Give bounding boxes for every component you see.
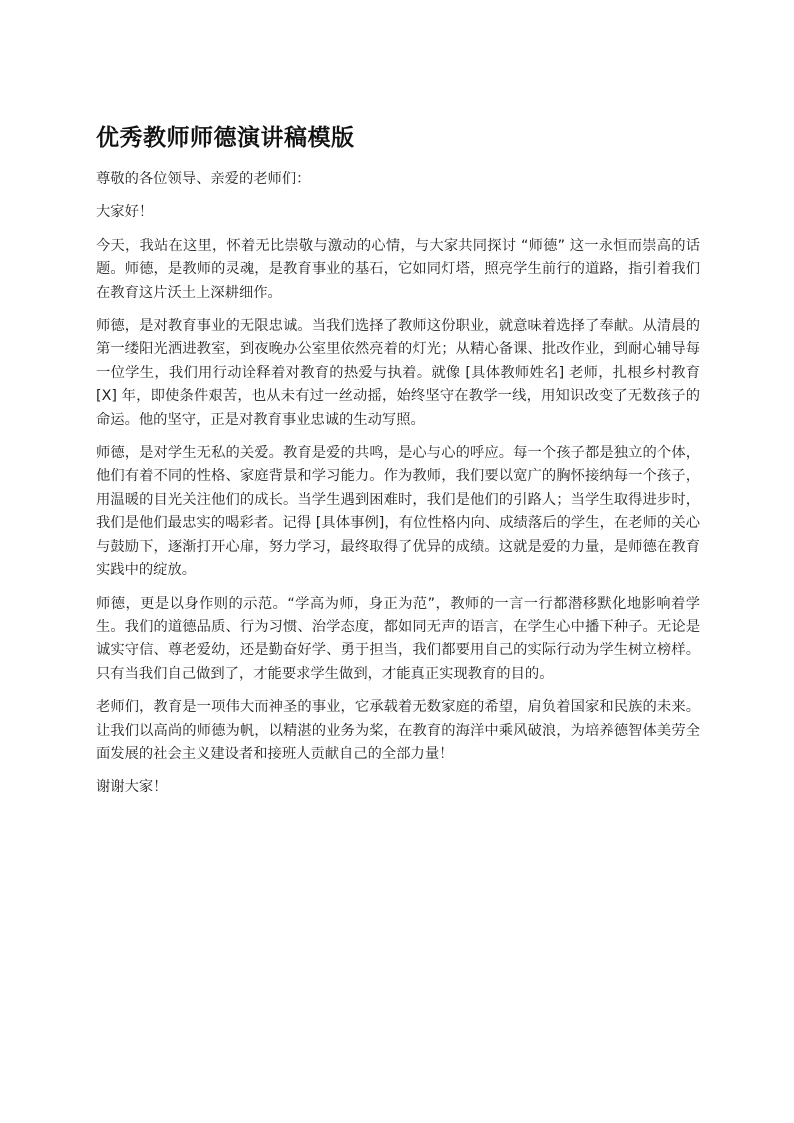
document-page xyxy=(96,122,700,810)
loyalty-paragraph: 师德，是对教育事业的无限忠诚。当我们选择了教师这份职业，就意味着选择了奉献。从清晨的第一缕阳光洒进教室，到夜晚办公室里依然亮着的灯光；从精心备课、批改作业，到耐心辅导每一位学生，我们用行动诠释着对教育的热爱与执着。就像 [具体教师姓名] 老师，扎根乡村教育 [X] 年，即使条件艰苦，也从未有过一丝动摇，始终坚守在教学一线，用知识改变了无数孩子的命运。他的坚守，正是对教育事业忠诚的生动写照。 xyxy=(96,318,700,428)
greeting: 大家好！ xyxy=(96,204,154,221)
document-title: 优秀教师师德演讲稿模版 xyxy=(96,125,355,151)
closing-paragraph: 老师们，教育是一项伟大而神圣的事业，它承载着无数家庭的希望，肩负着国家和民族的未来。让我们以高尚的师德为帆，以精湛的业务为桨，在教育的海洋中乘风破浪，为培养德智体美劳全面发展的社会主义建设者和接班人贡献自己的全部力量！ xyxy=(96,699,700,762)
salutation: 尊敬的各位领导、亲爱的老师们： xyxy=(96,171,311,187)
intro-paragraph: 今天，我站在这里，怀着无比崇敬与激动的心情，与大家共同探讨 “师德” 这一永恒而崇高的话题。师德，是教师的灵魂，是教育事业的基石，它如同灯塔，照亮学生前行的道路，指引着我们在教育这片沃土上深耕细作。 xyxy=(96,237,700,301)
example-paragraph: 师德，更是以身作则的示范。“学高为师，身正为范”，教师的一言一行都潜移默化地影响着学生。我们的道德品质、行为习惯、治学态度，都如同无声的语言，在学生心中播下种子。无论是诚实守信、尊老爱幼，还是勤奋好学、勇于担当，我们都要用自己的实际行动为学生树立榜样。只有当我们自己做到了，才能要求学生做到，才能真正实现教育的目的。 xyxy=(96,595,700,682)
care-paragraph: 师德，是对学生无私的关爱。教育是爱的共鸣，是心与心的呼应。每一个孩子都是独立的个体，他们有着不同的性格、家庭背景和学习能力。作为教师，我们要以宽广的胸怀接纳每一个孩子，用温暖的目光关注他们的成长。当学生遇到困难时，我们是他们的引路人；当学生取得进步时，我们是他们最忠实的喝彩者。记得 [具体事例]，有位性格内向、成绩落后的学生，在老师的关心与鼓励下，逐渐打开心扉，努力学习，最终取得了优异的成绩。这就是爱的力量，是师德在教育实践中的绽放。 xyxy=(96,445,700,579)
thanks-line: 谢谢大家！ xyxy=(96,779,168,796)
